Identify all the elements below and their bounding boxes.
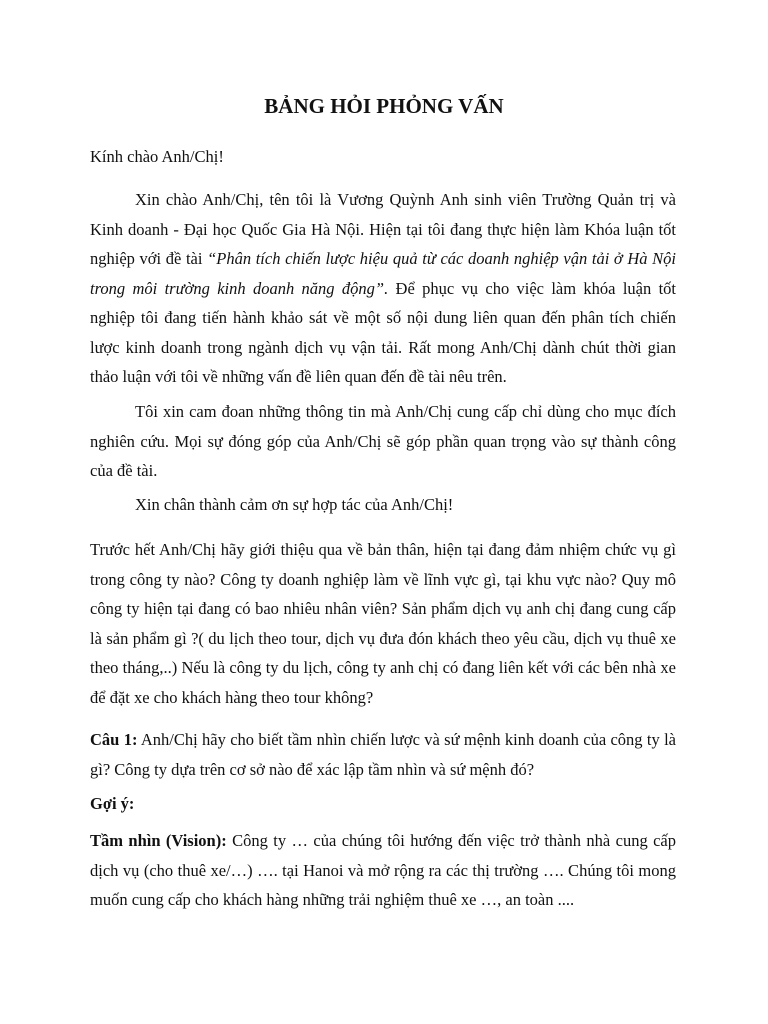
question-1 bbox=[90, 725, 676, 784]
vision-text: Công ty … của chúng tôi hướng đến việc trở thành nhà cung cấp dịch vụ (cho thuê xe/…) …. tại Hanoi và mở rộng ra các thị trường …. Chúng tôi mong muốn cung cấp cho khách hàng những trải nghiệm thuê xe …, an toàn .... bbox=[90, 831, 676, 909]
question-1-text: Anh/Chị hãy cho biết tầm nhìn chiến lược và sứ mệnh kinh doanh của công ty là gì? Công ty dựa trên cơ sở nào để xác lập tầm nhìn và sứ mệnh đó? bbox=[90, 730, 676, 779]
thanks-line: Xin chân thành cảm ơn sự hợp tác của Anh/Chị! bbox=[135, 495, 454, 514]
hint-label-text: Gợi ý: bbox=[90, 794, 135, 813]
vision-label: Tầm nhìn (Vision): bbox=[90, 831, 227, 850]
question-1-label: Câu 1: bbox=[90, 730, 138, 749]
intro-text-after: Để phục vụ cho việc làm khóa luận tốt nghiệp tôi đang tiến hành khảo sát về một số nội dung liên quan đến phân tích chiến lược kinh doanh trong ngành dịch vụ vận tải. Rất mong Anh/Chị dành chút thời gian thảo luận với tôi về những vấn đề liên quan đến đề tài nêu trên. bbox=[90, 278, 676, 386]
vision-paragraph bbox=[90, 826, 676, 915]
thesis-topic: “Phân tích chiến lược hiệu quả từ các doanh nghiệp vận tải ở Hà Nội trong môi trường kinh doanh năng động”. bbox=[90, 249, 676, 298]
document-title: BẢNG HỎI PHỎNG VẤN bbox=[264, 94, 504, 118]
greeting: Kính chào Anh/Chị! bbox=[90, 147, 224, 166]
hint-label bbox=[90, 789, 676, 819]
intro-text-before: Xin chào Anh/Chị, tên tôi là Vương Quỳnh Anh sinh viên Trường Quản trị và Kinh doanh - Đại học Quốc Gia Hà Nội. Hiện tại tôi đang thực hiện làm Khóa luận tốt nghiệp với đề tài bbox=[90, 190, 676, 268]
intro-paragraph bbox=[90, 185, 676, 392]
introduction-question: Trước hết Anh/Chị hãy giới thiệu qua về bản thân, hiện tại đang đảm nhiệm chức vụ gì trong công ty nào? Công ty doanh nghiệp làm về lĩnh vực gì, tại khu vực nào? Quy mô công ty hiện tại đang có bao nhiêu nhân viên? Sản phẩm dịch vụ anh chị đang cung cấp là sản phẩm gì ?( du lịch theo tour, dịch vụ đưa đón khách theo yêu cầu, dịch vụ thuê xe theo tháng,..) Nếu là công ty du lịch, công ty anh chị có đang liên kết với các bên nhà xe để đặt xe cho khách hàng theo tour không? bbox=[90, 540, 676, 707]
commitment-paragraph: Tôi xin cam đoan những thông tin mà Anh/Chị cung cấp chỉ dùng cho mục đích nghiên cứu. Mọi sự đóng góp của Anh/Chị sẽ góp phần quan trọng vào sự thành công của đề tài. bbox=[90, 402, 676, 480]
